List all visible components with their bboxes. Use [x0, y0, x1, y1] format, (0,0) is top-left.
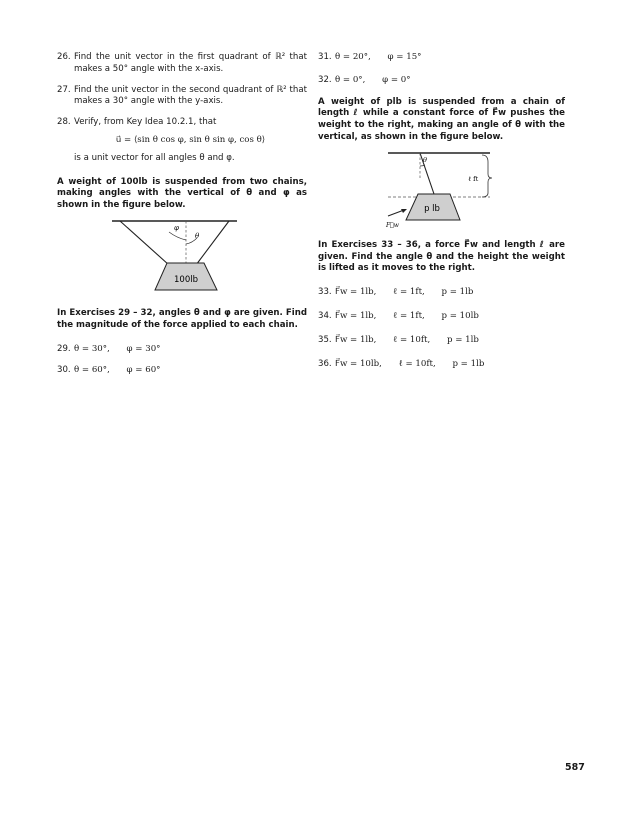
- exercise-34: [318, 311, 565, 323]
- exercise-number: 36.: [318, 358, 332, 369]
- two-chain-figure: [57, 218, 307, 298]
- force-arrow: [388, 210, 404, 216]
- exercise-26: [57, 52, 307, 76]
- exercise-text: Find the unit vector in the second quadrant of ℝ² that makes a 30° angle with the y-axis.: [74, 84, 307, 107]
- page-number: 587: [565, 762, 585, 773]
- exercise-number: 28.: [57, 117, 71, 128]
- theta-value: θ = 60°,: [74, 365, 110, 376]
- right-chain: [196, 221, 229, 265]
- exercise-number: 34.: [318, 310, 332, 321]
- force-value: F⃗w = 1lb,: [335, 334, 377, 345]
- exercises-29-32-intro: In Exercises 29 – 32, angles θ and φ are given. Find the magnitude of the force applied to each chain.: [57, 307, 307, 330]
- exercise-number: 31.: [318, 52, 332, 62]
- right-column: [318, 52, 565, 379]
- force-value: F⃗w = 1lb,: [335, 287, 377, 298]
- unit-vector-formula: u⃗ = ⟨sin θ cos φ, sin θ sin φ, cos θ⟩: [115, 134, 266, 145]
- weight-value: p = 1lb: [446, 334, 479, 345]
- theta-label: θ: [195, 231, 200, 240]
- exercise-text-after: is a unit vector for all angles θ and φ.: [74, 152, 235, 163]
- left-column: [57, 52, 307, 386]
- exercise-27: [57, 85, 307, 109]
- exercise-33: [318, 287, 565, 299]
- exercise-31: [318, 52, 565, 64]
- theta-value: θ = 20°,: [335, 52, 371, 62]
- theta-value: θ = 0°,: [335, 74, 366, 85]
- theta-value: θ = 30°,: [74, 343, 110, 354]
- exercise-number: 27.: [57, 84, 71, 95]
- force-label: F⃗w: [386, 221, 399, 229]
- exercises-33-36-intro: In Exercises 33 – 36, a force F⃗w and length ℓ are given. Find the angle θ and the height the weight is lifted as it moves to the right.: [318, 239, 565, 274]
- exercise-number: 33.: [318, 287, 332, 298]
- phi-value: φ = 0°: [382, 74, 411, 85]
- exercise-32: [318, 75, 565, 87]
- exercise-number: 29.: [57, 343, 71, 354]
- length-label: ℓ ft: [468, 174, 479, 183]
- exercise-29: [57, 344, 307, 356]
- weight-value: p = 10lb: [441, 310, 479, 321]
- weight-label: p lb: [424, 203, 440, 214]
- exercise-35: [318, 335, 565, 347]
- length-value: ℓ = 1ft,: [393, 287, 425, 298]
- phi-value: φ = 15°: [387, 52, 422, 62]
- exercise-text: Find the unit vector in the first quadrant of ℝ² that makes a 50° angle with the x-axis.: [74, 52, 307, 74]
- weight-value: p = 1lb: [441, 287, 474, 298]
- single-chain-figure: [318, 150, 565, 232]
- length-value: ℓ = 1ft,: [393, 310, 425, 321]
- figure-2-intro: A weight of plb is suspended from a chain of length ℓ while a constant force of F⃗w pushes the weight to the right, making an angle of θ with the vertical, as shown in the figure below.: [318, 96, 565, 142]
- weight-value: p = 1lb: [452, 358, 485, 369]
- theta-label: θ: [423, 155, 427, 164]
- exercise-30: [57, 365, 307, 377]
- exercise-28: [57, 117, 307, 164]
- phi-value: φ = 60°: [126, 365, 161, 376]
- exercise-text: Verify, from Key Idea 10.2.1, that: [74, 117, 217, 128]
- phi-arc: [169, 232, 186, 240]
- figure-1-intro: A weight of 100lb is suspended from two chains, making angles with the vertical of θ and φ as shown in the figure below.: [57, 176, 307, 211]
- force-value: F⃗w = 1lb,: [335, 310, 377, 321]
- exercise-number: 30.: [57, 365, 71, 376]
- length-value: ℓ = 10ft,: [398, 358, 436, 369]
- phi-label: φ: [174, 223, 179, 232]
- exercise-36: [318, 359, 565, 371]
- left-chain: [120, 221, 169, 265]
- exercise-number: 35.: [318, 334, 332, 345]
- phi-value: φ = 30°: [126, 343, 161, 354]
- exercise-number: 26.: [57, 52, 71, 62]
- force-value: F⃗w = 10lb,: [335, 358, 382, 369]
- exercise-number: 32.: [318, 74, 332, 85]
- length-brace: [482, 155, 492, 197]
- length-value: ℓ = 10ft,: [393, 334, 431, 345]
- weight-label: 100lb: [174, 274, 198, 285]
